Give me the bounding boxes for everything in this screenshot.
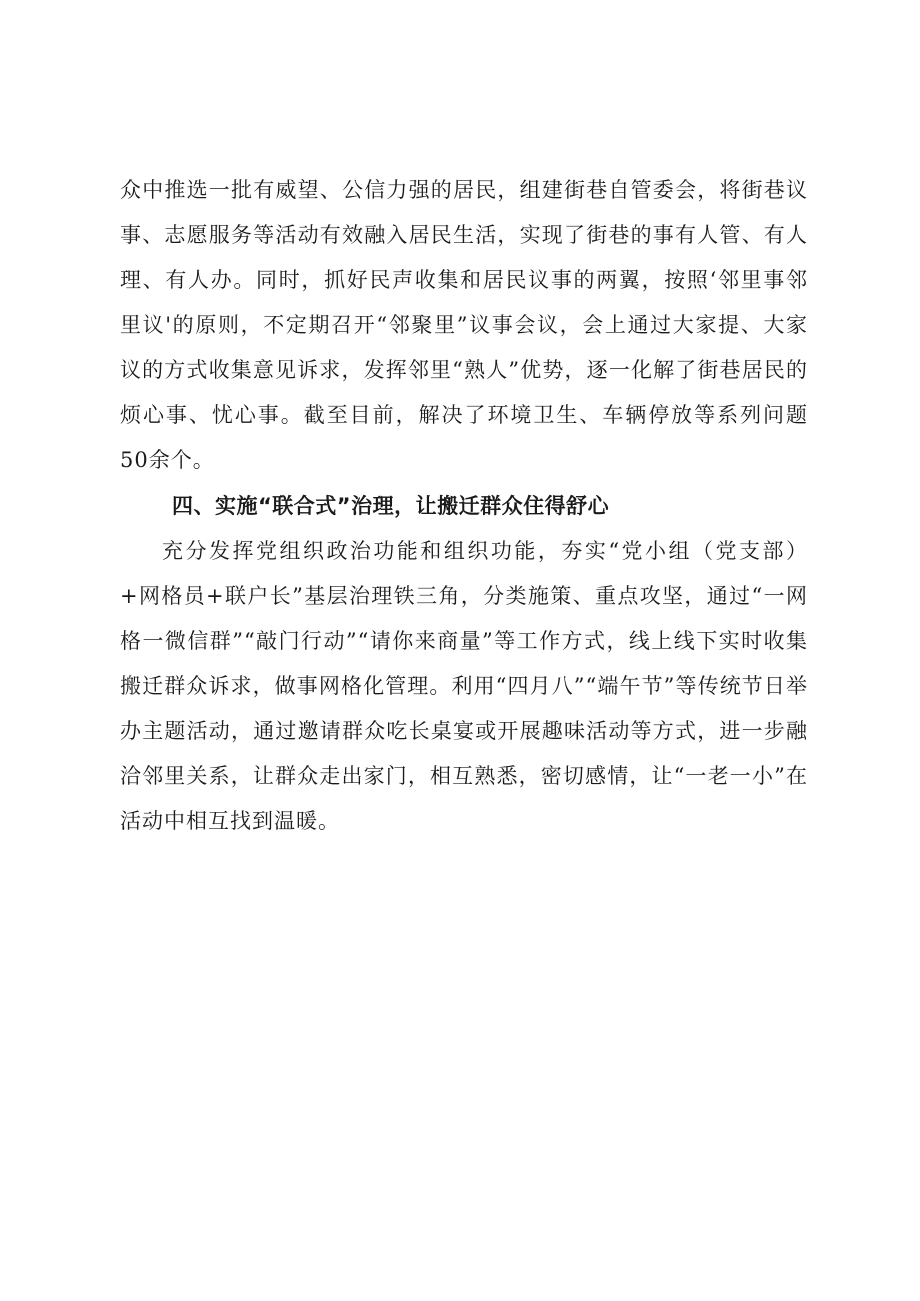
paragraph-section-4: 充分发挥党组织政治功能和组织功能，夯实“党小组（党支部）+网格员+联户长”基层治理铁三角，分类施策、重点攻坚，通过“一网格一微信群”“敲门行动”“请你来商量”等工作方式，线上线下实时收集搬迁群众诉求，做事网格化管理。利用“四月八”“端午节”等传统节日举办主题活动，通过邀请群众吃长桌宴或开展趣味活动等方式，进一步融洽邻里关系，让群众走出家门，相互熟悉，密切感情，让“一老一小”在活动中相互找到温暖。 [120, 539, 808, 833]
section-heading: 四、实施“联合式”治理，让搬迁群众住得舒心 [172, 494, 610, 518]
paragraph-continued: 众中推选一批有威望、公信力强的居民，组建街巷自管委会，将街巷议事、志愿服务等活动有效融入居民生活，实现了街巷的事有人管、有人理、有人办。同时，抓好民声收集和居民议事的两翼，按照‘邻里事邻里议'的原则，不定期召开“邻聚里”议事会议，会上通过大家提、大家议的方式收集意见诉求，发挥邻里“熟人”优势，逐一化解了街巷居民的烦心事、忧心事。截至目前，解决了环境卫生、车辆停放等系列问题50余个。 [120, 178, 808, 472]
